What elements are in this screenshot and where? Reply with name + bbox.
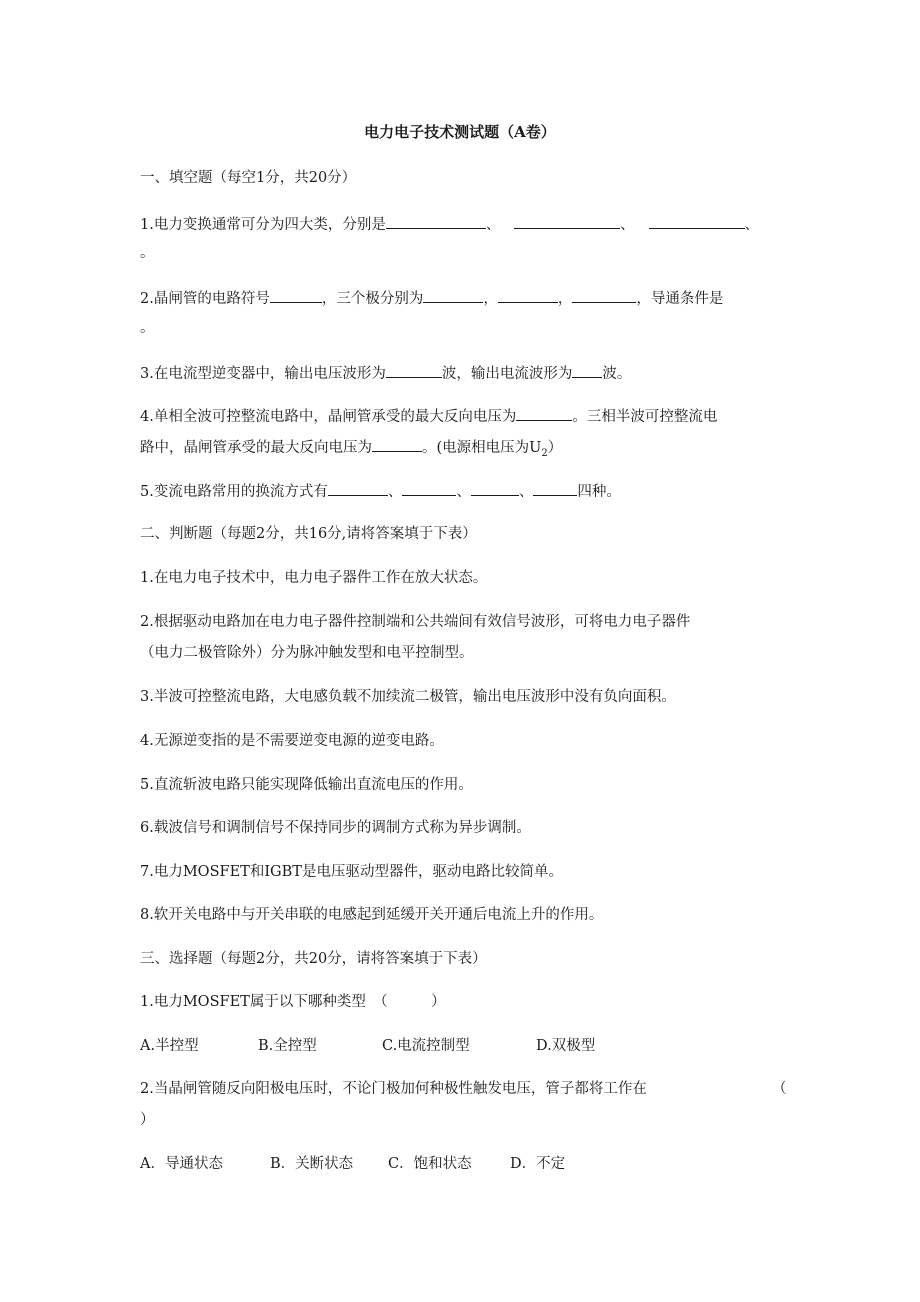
answer-paren-open: （ (772, 1081, 787, 1097)
separator: ， (483, 291, 498, 307)
question-text: 路中，晶闸管承受的最大反向电压为 (140, 440, 372, 456)
separator: ， (557, 291, 573, 307)
question-text: 四种。 (577, 484, 621, 500)
separator: 、 (456, 484, 471, 500)
option-d[interactable]: D.双极型 (536, 1038, 596, 1054)
judge-item: （电力二极管除外）分为脉冲触发型和电平控制型。 (140, 645, 474, 661)
answer-blank[interactable] (516, 405, 572, 421)
question-text: 2.晶闸管的电路符号 (140, 291, 270, 307)
answer-blank[interactable] (572, 362, 602, 378)
separator: 、 (387, 484, 403, 500)
answer-paren-close: ） (140, 1112, 155, 1128)
answer-blank[interactable] (572, 287, 636, 303)
question-text: ，导通条件是 (636, 291, 724, 307)
question-text: ，三个极分别为 (321, 291, 424, 307)
choice-options-1 (140, 1036, 595, 1056)
question-1-3 (140, 362, 631, 384)
option-d[interactable]: D．不定 (510, 1156, 566, 1172)
option-a[interactable]: A.半控型 (140, 1038, 199, 1054)
question-text: 波。 (602, 366, 632, 382)
answer-blank[interactable] (372, 436, 422, 452)
question-text: 4.单相全波可控整流电路中，晶闸管承受的最大反向电压为 (140, 409, 517, 425)
section-2-heading: 二、判断题（每题2分，共16分,请将答案填于下表） (140, 526, 477, 542)
judge-item: 5.直流斩波电路只能实现降低输出直流电压的作用。 (140, 777, 473, 793)
question-text: 1.电力变换通常可分为四大类，分别是 (140, 217, 386, 233)
judge-item: 1.在电力电子技术中，电力电子器件工作在放大状态。 (140, 570, 488, 586)
choice-options-2 (140, 1154, 565, 1174)
judge-item: 6.载波信号和调制信号不保持同步的调制方式称为异步调制。 (140, 820, 531, 836)
judge-item: 2.根据驱动电路加在电力电子器件控制端和公共端间有效信号波形，可将电力电子器件 (140, 614, 691, 630)
option-c[interactable]: C.电流控制型 (382, 1038, 470, 1054)
question-1-4 (140, 405, 717, 427)
answer-blank[interactable] (498, 287, 558, 303)
question-text: ） (547, 440, 563, 456)
answer-blank[interactable] (649, 213, 745, 229)
option-a[interactable]: A．导通状态 (140, 1156, 223, 1172)
question-1-4-line2 (140, 436, 562, 464)
answer-blank[interactable] (270, 287, 322, 303)
question-text: 。(电源相电压为U (422, 440, 542, 456)
separator: 、 (620, 217, 635, 233)
option-b[interactable]: B．关断状态 (270, 1156, 354, 1172)
option-c[interactable]: C．饱和状态 (388, 1156, 472, 1172)
question-1-5 (140, 480, 621, 502)
question-text: 3.在电流型逆变器中，输出电压波形为 (140, 366, 386, 382)
answer-blank[interactable] (402, 480, 456, 496)
judge-item: 7.电力MOSFET和IGBT是电压驱动型器件，驱动电路比较简单。 (140, 864, 563, 880)
judge-item: 8.软开关电路中与开关串联的电感起到延缓开关开通后电流上升的作用。 (140, 907, 604, 923)
question-text: 波，输出电流波形为 (441, 366, 573, 382)
choice-question-2: 2.当晶闸管随反向阳极电压时，不论门极加何种极性触发电压，管子都将工作在 (140, 1081, 647, 1097)
subscript: 2 (541, 447, 548, 459)
answer-blank[interactable] (386, 213, 486, 229)
answer-blank[interactable] (328, 480, 388, 496)
question-1-1-cont: 。 (140, 245, 155, 261)
option-b[interactable]: B.全控型 (258, 1038, 317, 1054)
separator: 、 (485, 217, 501, 233)
section-3-heading: 三、选择题（每题2分，共20分，请将答案填于下表） (140, 951, 487, 967)
answer-blank[interactable] (423, 287, 483, 303)
section-1-heading: 一、填空题（每空1分，共20分） (140, 170, 357, 186)
exam-title: 电力电子技术测试题（A卷） (364, 123, 556, 141)
answer-blank[interactable] (471, 480, 519, 496)
question-1-2-cont: 。 (140, 320, 155, 336)
answer-blank[interactable] (533, 480, 577, 496)
answer-blank[interactable] (514, 213, 620, 229)
choice-question-1: 1.电力MOSFET属于以下哪种类型 （ ） (140, 994, 446, 1010)
question-text: 5.变流电路常用的换流方式有 (140, 484, 328, 500)
answer-blank[interactable] (386, 362, 442, 378)
question-text: 。三相半波可控整流电 (572, 409, 718, 425)
question-1-1 (140, 213, 759, 235)
separator: 、 (744, 217, 759, 233)
judge-item: 4.无源逆变指的是不需要逆变电源的逆变电路。 (140, 733, 444, 749)
judge-item: 3.半波可控整流电路，大电感负载不加续流二极管，输出电压波形中没有负向面积。 (140, 689, 676, 705)
separator: 、 (518, 484, 534, 500)
question-1-2 (140, 287, 723, 309)
